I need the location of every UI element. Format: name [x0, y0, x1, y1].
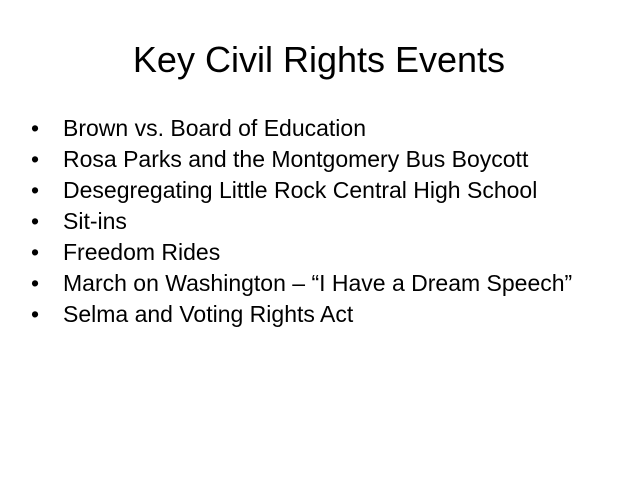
list-item	[31, 176, 611, 204]
list-item-text: Rosa Parks and the Montgomery Bus Boycott	[63, 146, 529, 172]
list-item-text: Brown vs. Board of Education	[63, 115, 366, 141]
bullet-icon: •	[31, 115, 40, 141]
list-item-text: Desegregating Little Rock Central High School	[63, 177, 538, 203]
bullet-list	[31, 114, 611, 331]
bullet-icon: •	[31, 208, 40, 234]
bullet-icon: •	[31, 146, 40, 172]
list-item	[31, 300, 611, 328]
list-item	[31, 238, 611, 266]
list-item	[31, 269, 611, 297]
list-item	[31, 145, 611, 173]
bullet-icon: •	[31, 270, 40, 296]
list-item-text: Selma and Voting Rights Act	[63, 301, 354, 327]
bullet-icon: •	[31, 239, 40, 265]
list-item-text: March on Washington – “I Have a Dream Speech”	[63, 270, 573, 296]
bullet-icon: •	[31, 301, 40, 327]
bullet-icon: •	[31, 177, 40, 203]
list-item	[31, 114, 611, 142]
list-item	[31, 207, 611, 235]
list-item-text: Freedom Rides	[63, 239, 221, 265]
slide-title: Key Civil Rights Events	[132, 39, 506, 80]
list-item-text: Sit-ins	[63, 208, 127, 234]
